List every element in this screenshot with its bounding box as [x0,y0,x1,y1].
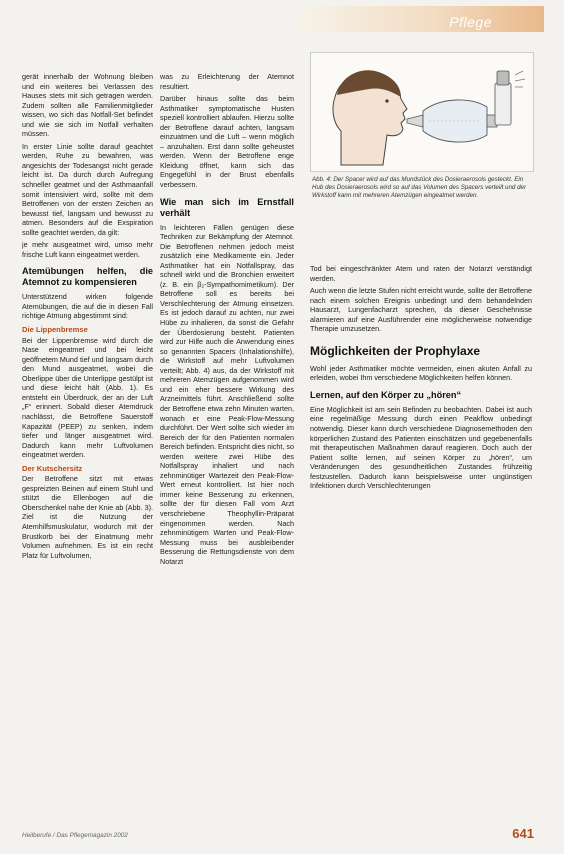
paragraph: Tod bei eingeschränkter Atem und raten der Notarzt verständigt werden. [310,264,532,283]
column-1 [22,72,153,824]
paragraph: In leichteren Fällen genügen diese Techniken zur Bekämpfung der Atemnot. Die Betroffenen nehmen jedoch meist zusätzlich eine Medikamente ein. Jeder Asthmatiker hat ein Notfallspray, das schnell wirkt und die Bronchien erweitert (z. B. ein β₂-Sympathomimetikum). Der Betroffene soll es bereits bei Verschlechterung der Atmung einsetzen. Es ist jedoch darauf zu achten, nur zwei Hübe zu inhalieren, da sonst die Gefahr der Überdosierung besteht. Patienten wird zur Hilfe auch die Anwendung eines so genannten Spacers (Inhalationshilfe), die Wirkstoff auf mehr Luftvolumen verteilt; Abb. 4) aus, da der Wirkstoff mit mehreren Atemzügen aufgenommen wird und ein eher bessere Wirkung des Arzneimittels führt. Anschließend sollte der Betroffene etwa zehn Minuten warten, wonach er eine Peak-Flow-Messung durchführt. Der Wert sollte sich wieder im Bereich der für den Patienten normalen Bereich befinden. Entspricht dies nicht, so werden weitere zwei Hübe des Notfallspray inhaliert und nach zehnminütiger Wartezeit den Peak-Flow-Wert erneut kontrolliert. Ist hier noch immer keine Besserung zu erkennen, sollte der für diesen Fall vom Arzt verschriebene Theophyllin-Präparat eingenommen werden. Nach zehnminütigem Warten und Peak-Flow-Messung muss bei ausbleibender Besserung die Rettungsdienste von dem Notarzt [160,222,294,566]
section-heading: Möglichkeiten der Prophylaxe [310,343,481,358]
figure-spacer-illustration [310,52,534,172]
subheading: Lernen, auf den Körper zu „hören“ [310,389,462,400]
paragraph: Eine Möglichkeit ist am sein Befinden zu beobachten. Dabei ist auch eine regelmäßige Messung durch einen Peakflow unbedingt notwendig. Dieser kann durch verschiedene Diagnosemethoden den körperlichen Zustand des Patienten einschätzen und gegebenenfalls mit therapeutischen Maßnahmen darauf reagieren. Doch auch der Patient sollte lernen, auf seinen Körper zu „hören“, um Veränderungen des gesundheitlichen Zustandes frühzeitig festzustellen. Dadurch kann beispielsweise unter ungünstigen Infektionen durch Verschlechterungen [310,404,532,491]
paragraph: Darüber hinaus sollte das beim Asthmatiker symptomatische Husten speziell kontrolliert ablaufen. Hierzu sollte der Betroffene darauf achten, langsam einzuatmen und die Luft – wenn möglich – anzuhalten. Erst dann sollte geheustet werden. Wenn der Betroffene enge Kleidung öffnet, kann sich das Engegefühl in der Brust ebenfalls verbessern. [160,94,294,190]
column-3 [310,264,532,824]
section-header-bar [300,6,544,32]
paragraph: gerät innerhalb der Wohnung bleiben und ein weiteres bei Verlassen des Hauses stets mit sich getragen werden. Zudem sollten alle Familienmitglieder wissen, wo sich das Notfall-Set befindet und wie sie sich im Notfall verhalten müssen. [22,72,153,139]
footer-journal: Heilberufe / Das Pflegemagazin 2002 [22,832,128,839]
paragraph: Der Betroffene sitzt mit etwas gespreizten Beinen auf einem Stuhl und stützt die Ellenbogen auf die Oberschenkel nahe der Knie ab (Abb. 3). Ziel ist die Nutzung der Atemhilfsmuskulatur, wodurch mit der Brustkorb bei der Einatmung mehr Volumen aufnehmen. Es ist ein recht Platz für Luftvolumen, [22,474,153,560]
paragraph: je mehr ausgeatmet wird, umso mehr frische Luft kann eingeatmet werden. [22,240,153,259]
section-header-label: Pflege [449,14,492,30]
spacer-illustration [311,53,533,171]
paragraph: Bei der Lippenbremse wird durch die Nase eingeatmet und bei leicht geöffnetem Mund tief und langsam durch den Mund ausgeatmet, wobei die Oberlippe über die Unterlippe gestülpt ist und diese leicht hält (Abb. 1). Es entsteht ein Überdruck, der an der Luft „F“ erinnert. Sobald dieser Atemdruck nachlässt, die Betroffene Sauerstoff Kapazität (PEEP) zu senken, indem tiefer und länger ausgeatmet wird. Dadurch kann mehr Luftvolumen eingeatmet werden. [22,335,153,460]
column-2 [160,72,294,824]
subheading: Wie man sich im Ernstfall verhält [160,196,294,218]
figure-caption: Abb. 4: Der Spacer wird auf das Mundstück des Dosieraerosols gesteckt. Ein Hub des Dosieraerosols wird so auf das Volumen des Spacers verteilt und der Wirkstoff kann mit mehreren Atemzügen eingeatmet werden. [312,176,527,199]
subheading: Atemübungen helfen, die Atemnot zu kompensieren [22,266,153,288]
page-number: 641 [512,826,534,841]
paragraph: was zu Erleichterung der Atemnot resultiert. [160,72,294,91]
paragraph: Unterstützend wirken folgende Atemübungen, die auf die in diesen Fall richtige Atmung abgestimmt sind: [22,292,153,321]
paragraph: In erster Linie sollte darauf geachtet werden, Ruhe zu bewahren, was angesichts der Todesangst nicht gerade leicht ist. Da durch durch Aufregung schneller geatmet und der Asthmaanfall somit intensiviert wird, sollte mit dem Betroffenen von der ersten Zeichen an bewusst tief, langsam und bewusst zu atmen. Besonders auf die Exspiration sollte geachtet werden, da gilt: [22,141,153,237]
minor-heading: Der Kutschersitz [22,463,83,473]
minor-heading: Die Lippenbremse [22,325,88,335]
paragraph: Auch wenn die letzte Stufen nicht erreicht wurde, sollte der Betroffene nach einem solchen Ereignis unbedingt und dem behandelnden Hausarzt, Lungenfacharzt sprechen, da dieser Geschehnisse alarmieren auf eine Ausführender eine möglicherweise notwendige Therapie umzusetzen. [310,286,532,334]
paragraph: Wohl jeder Asthmatiker möchte vermeiden, einen akuten Anfall zu erleiden, wobei Ihm verschiedene Möglichkeiten helfen können. [310,363,532,383]
